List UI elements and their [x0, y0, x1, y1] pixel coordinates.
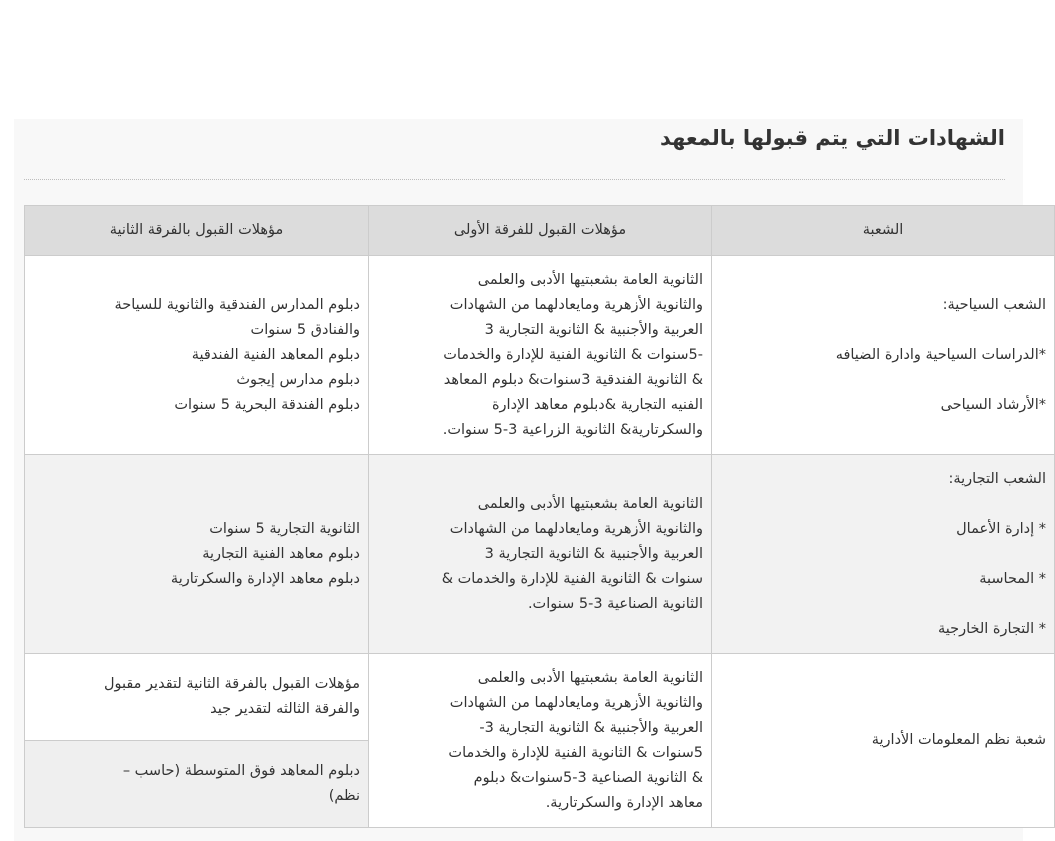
- text-line: الثانوية العامة بشعبتيها الأدبى والعلمى: [477, 495, 703, 512]
- text-line: * إدارة الأعمال: [956, 520, 1046, 537]
- text-line: -5سنوات & الثانوية الفنية للإدارة والخدمات: [443, 346, 703, 363]
- text-line: والفنادق 5 سنوات: [250, 321, 360, 338]
- text-line: & الثانوية الصناعية 3-5سنوات& دبلوم: [473, 769, 703, 786]
- text-line: والفرقة الثالثه لتقدير جيد: [210, 701, 360, 717]
- text-line: نظم): [328, 788, 360, 804]
- text-line: والثانوية الأزهرية ومايعادلهما من الشهادات: [449, 694, 703, 711]
- text-line: دبلوم معاهد الفنية التجارية: [202, 545, 360, 562]
- line-gap: [720, 368, 1046, 393]
- text-line: الشعب التجارية:: [948, 470, 1046, 487]
- text-line: *الدراسات السياحية وادارة الضيافه: [835, 346, 1046, 363]
- text-line: الثانوية العامة بشعبتيها الأدبى والعلمى: [477, 271, 703, 288]
- page-title: الشهادات التي يتم قبولها بالمعهد: [659, 126, 1005, 150]
- text-line: دبلوم الفندقة البحرية 5 سنوات: [174, 396, 360, 413]
- line-gap: [720, 492, 1046, 517]
- text-line: & الثانوية الفندقية 3سنوات& دبلوم المعاهد: [443, 371, 703, 388]
- text-line: 5سنوات & الثانوية الفنية للإدارة والخدمات: [448, 744, 703, 761]
- text-line: العربية والأجنبية & الثانوية التجارية 3: [484, 545, 703, 562]
- text-line: دبلوم المدارس الفندقية والثانوية للسياحة: [114, 296, 360, 313]
- text-line: دبلوم المعاهد فوق المتوسطة (حاسب –: [122, 763, 360, 779]
- text-line: شعبة نظم المعلومات الأدارية: [871, 732, 1046, 748]
- cell-first-year: [369, 455, 712, 654]
- text-line: دبلوم المعاهد الفنية الفندقية: [191, 346, 360, 363]
- cell-branch: [712, 654, 1055, 828]
- text-line: *الأرشاد السياحى: [940, 396, 1046, 413]
- text-line: والثانوية الأزهرية ومايعادلهما من الشهادات: [449, 520, 703, 537]
- table-row: [25, 256, 1055, 455]
- cell-second-year: [25, 256, 369, 455]
- table-row: [25, 455, 1055, 654]
- text-line: سنوات & الثانوية الفنية للإدارة والخدمات &: [441, 570, 703, 587]
- text-line: معاهد الإدارة والسكرتارية.: [545, 794, 703, 811]
- text-line: الفنيه التجارية &دبلوم معاهد الإدارة: [491, 396, 703, 413]
- admission-table: [24, 205, 1055, 828]
- text-line: الثانوية العامة بشعبتيها الأدبى والعلمى: [477, 669, 703, 686]
- table-row: [25, 654, 1055, 741]
- header-second-year: مؤهلات القبول بالفرقة الثانية: [25, 206, 369, 256]
- text-line: * المحاسبة: [979, 570, 1046, 587]
- text-line: مؤهلات القبول بالفرقة الثانية لتقدير مقبول: [103, 676, 360, 692]
- text-line: الثانوية الصناعية 3-5 سنوات.: [527, 595, 703, 612]
- text-line: والسكرتارية& الثانوية الزراعية 3-5 سنوات.: [442, 421, 703, 438]
- text-line: دبلوم مدارس إيجوث: [236, 371, 360, 388]
- text-line: الشعب السياحية:: [942, 296, 1046, 313]
- text-line: * التجارة الخارجية: [937, 620, 1046, 637]
- text-line: دبلوم معاهد الإدارة والسكرتارية: [170, 570, 360, 587]
- line-gap: [720, 542, 1046, 567]
- cell-branch: [712, 455, 1055, 654]
- text-line: العربية والأجنبية & الثانوية التجارية 3-: [479, 719, 703, 736]
- line-gap: [720, 592, 1046, 617]
- cell-first-year: [369, 654, 712, 828]
- text-line: والثانوية الأزهرية ومايعادلهما من الشهادات: [449, 296, 703, 313]
- header-first-year: مؤهلات القبول للفرقة الأولى: [369, 206, 712, 256]
- title-divider: [24, 179, 1005, 180]
- table-header-row: [25, 206, 1055, 256]
- header-branch: الشعبة: [712, 206, 1055, 256]
- cell-second-year: [25, 455, 369, 654]
- cell-second-year-extra: [25, 741, 369, 828]
- text-line: العربية والأجنبية & الثانوية التجارية 3: [484, 321, 703, 338]
- cell-first-year: [369, 256, 712, 455]
- line-gap: [720, 318, 1046, 343]
- cell-second-year: [25, 654, 369, 741]
- text-line: الثانوية التجارية 5 سنوات: [209, 520, 360, 537]
- cell-branch: [712, 256, 1055, 455]
